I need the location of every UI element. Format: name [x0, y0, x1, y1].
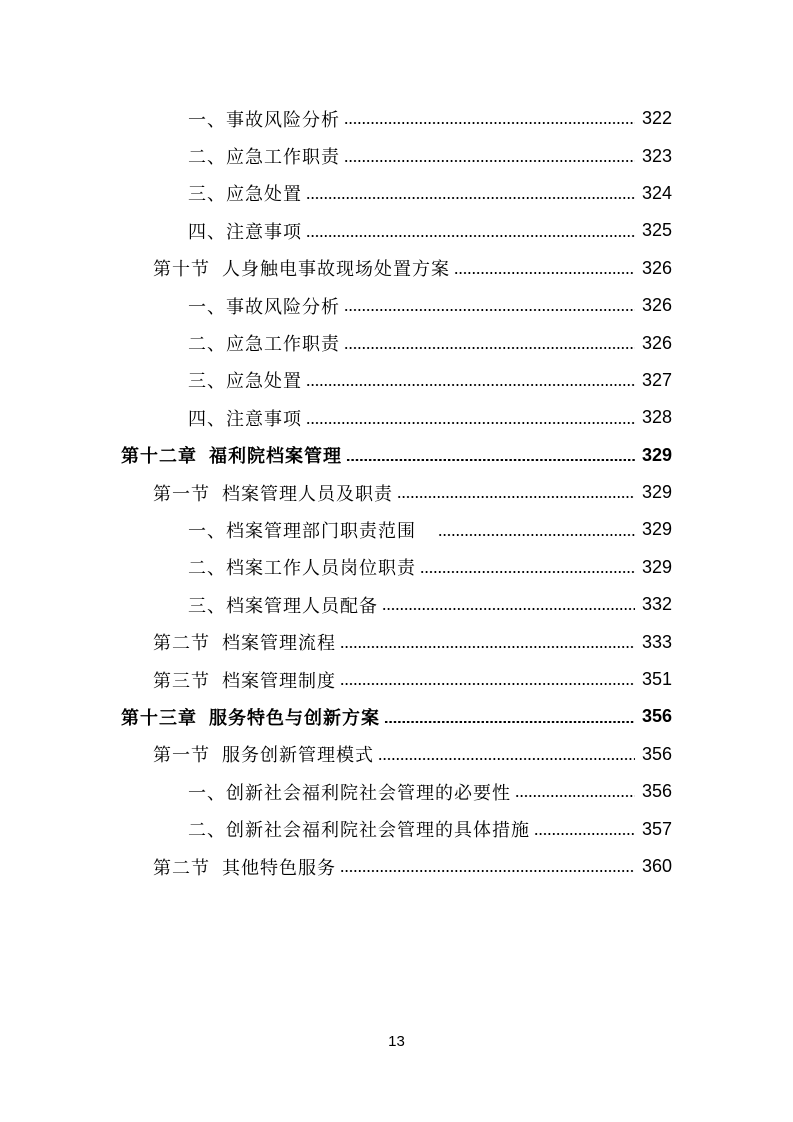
toc-entry-number: 一、: [188, 109, 226, 131]
toc-entry-number: 四、: [188, 221, 226, 243]
toc-entry-label: [153, 741, 374, 767]
toc-entry-number: 第一节: [153, 745, 210, 767]
toc-chapter-entry[interactable]: [0, 698, 793, 735]
toc-entry[interactable]: [0, 212, 793, 249]
table-of-contents: [0, 100, 793, 885]
toc-section-entry[interactable]: [0, 661, 793, 698]
dot-leader: [534, 833, 635, 835]
toc-entry-page: 325: [641, 220, 672, 241]
toc-entry-page: 333: [641, 631, 672, 652]
toc-entry-label: [188, 405, 302, 431]
toc-entry-number: 第十三章: [121, 707, 197, 729]
toc-entry-page: 329: [641, 556, 672, 577]
toc-entry-number: 三、: [188, 371, 226, 393]
toc-entry-title: 应急工作职责: [226, 147, 340, 169]
toc-entry-page: 329: [641, 519, 672, 540]
toc-entry-label: [153, 480, 393, 506]
toc-entry-title: 应急工作职责: [226, 334, 340, 356]
dot-leader: [340, 870, 635, 872]
toc-entry-number: 一、: [188, 296, 226, 318]
toc-entry-page: 356: [641, 743, 672, 764]
toc-entry-label: [153, 255, 450, 281]
toc-entry-page: 326: [641, 332, 672, 353]
toc-entry-label: [188, 330, 340, 356]
dot-leader: [397, 496, 635, 498]
toc-entry-label: [188, 106, 340, 132]
toc-entry-label: [188, 143, 340, 169]
toc-section-entry[interactable]: [0, 736, 793, 773]
dot-leader: [344, 309, 635, 311]
dot-leader: [346, 459, 635, 461]
dot-leader: [454, 272, 635, 274]
toc-entry-title: 档案管理流程: [222, 633, 336, 655]
toc-entry-page: 322: [641, 108, 672, 129]
toc-entry-number: 三、: [188, 184, 226, 206]
dot-leader: [515, 795, 635, 797]
dot-leader: [306, 422, 635, 424]
toc-entry-title: 福利院档案管理: [209, 446, 342, 468]
toc-entry-label: [121, 442, 342, 468]
dot-leader: [438, 534, 635, 536]
toc-entry-number: 第一节: [153, 483, 210, 505]
toc-chapter-entry[interactable]: [0, 437, 793, 474]
toc-entry-page: 356: [641, 781, 672, 802]
toc-entry-label: [188, 592, 378, 618]
toc-entry-page: 332: [641, 594, 672, 615]
toc-entry-number: 第十二章: [121, 446, 197, 468]
dot-leader: [384, 721, 635, 723]
toc-entry-label: [188, 293, 340, 319]
toc-entry-page: 324: [641, 182, 672, 203]
dot-leader: [344, 347, 635, 349]
toc-entry[interactable]: [0, 100, 793, 137]
dot-leader: [420, 571, 635, 573]
toc-entry-page: 329: [641, 482, 672, 503]
toc-section-entry[interactable]: [0, 474, 793, 511]
toc-entry-number: 二、: [188, 558, 226, 580]
toc-entry-number: 一、: [188, 520, 226, 542]
toc-entry-title: 应急处置: [226, 371, 302, 393]
toc-entry-number: 第二节: [153, 633, 210, 655]
toc-entry[interactable]: [0, 810, 793, 847]
toc-entry[interactable]: [0, 586, 793, 623]
toc-section-entry[interactable]: [0, 250, 793, 287]
toc-entry-number: 第二节: [153, 857, 210, 879]
toc-entry[interactable]: [0, 287, 793, 324]
toc-entry-label: [121, 704, 380, 730]
toc-entry-label: [188, 367, 302, 393]
toc-entry-title: 事故风险分析: [226, 109, 340, 131]
toc-section-entry[interactable]: [0, 623, 793, 660]
toc-entry-title: 其他特色服务: [222, 857, 336, 879]
toc-entry-title: 档案管理人员及职责: [222, 483, 393, 505]
toc-entry[interactable]: [0, 399, 793, 436]
toc-entry-number: 四、: [188, 408, 226, 430]
toc-entry-title: 档案管理人员配备: [226, 595, 378, 617]
dot-leader: [344, 160, 635, 162]
toc-entry-number: 一、: [188, 782, 226, 804]
toc-entry-page: 329: [641, 444, 672, 465]
toc-entry[interactable]: [0, 362, 793, 399]
toc-entry[interactable]: [0, 549, 793, 586]
toc-entry-title: 创新社会福利院社会管理的必要性: [226, 782, 511, 804]
toc-entry-label: [188, 554, 416, 580]
toc-entry-title: 注意事项: [226, 221, 302, 243]
toc-entry-number: 第十节: [153, 259, 210, 281]
toc-entry-title: 应急处置: [226, 184, 302, 206]
toc-entry-title: 服务特色与创新方案: [209, 707, 380, 729]
toc-entry-number: 二、: [188, 820, 226, 842]
dot-leader: [382, 608, 635, 610]
toc-entry-page: 326: [641, 295, 672, 316]
toc-entry-title: 人身触电事故现场处置方案: [222, 259, 450, 281]
toc-entry-title: 服务创新管理模式: [222, 745, 374, 767]
toc-entry-page: 326: [641, 257, 672, 278]
toc-entry-number: 二、: [188, 147, 226, 169]
toc-entry-number: 第三节: [153, 670, 210, 692]
dot-leader: [306, 235, 635, 237]
toc-entry-label: [153, 854, 336, 880]
toc-entry-page: 360: [641, 856, 672, 876]
toc-entry[interactable]: [0, 773, 793, 810]
toc-entry-label: [188, 218, 302, 244]
toc-entry-label: [153, 629, 336, 655]
toc-entry-page: 351: [641, 669, 672, 690]
toc-entry-number: 二、: [188, 334, 226, 356]
toc-entry-title: 注意事项: [226, 408, 302, 430]
toc-entry-label: [188, 779, 511, 805]
toc-entry-page: 323: [641, 145, 672, 166]
toc-entry-title: 档案管理制度: [222, 670, 336, 692]
toc-entry-label: [153, 667, 336, 693]
toc-entry[interactable]: [0, 137, 793, 174]
toc-entry[interactable]: [0, 324, 793, 361]
dot-leader: [306, 197, 635, 199]
dot-leader: [340, 683, 635, 685]
toc-section-entry[interactable]: [0, 848, 793, 885]
toc-entry-page: 327: [641, 369, 672, 390]
toc-entry-title: 档案管理部门职责范围: [226, 520, 416, 542]
toc-entry-title: 创新社会福利院社会管理的具体措施: [226, 820, 530, 842]
toc-entry[interactable]: [0, 175, 793, 212]
toc-entry[interactable]: [0, 511, 793, 548]
dot-leader: [344, 122, 635, 124]
dot-leader: [378, 758, 635, 760]
toc-entry-label: [188, 517, 416, 543]
toc-entry-label: [188, 180, 302, 206]
dot-leader: [306, 384, 635, 386]
toc-entry-title: 事故风险分析: [226, 296, 340, 318]
page-number: 13: [388, 1033, 405, 1050]
dot-leader: [340, 646, 635, 648]
toc-entry-label: [188, 816, 530, 842]
toc-entry-page: 356: [641, 706, 672, 727]
toc-entry-page: 328: [641, 407, 672, 428]
toc-entry-page: 357: [641, 818, 672, 839]
toc-entry-title: 档案工作人员岗位职责: [226, 558, 416, 580]
toc-entry-number: 三、: [188, 595, 226, 617]
